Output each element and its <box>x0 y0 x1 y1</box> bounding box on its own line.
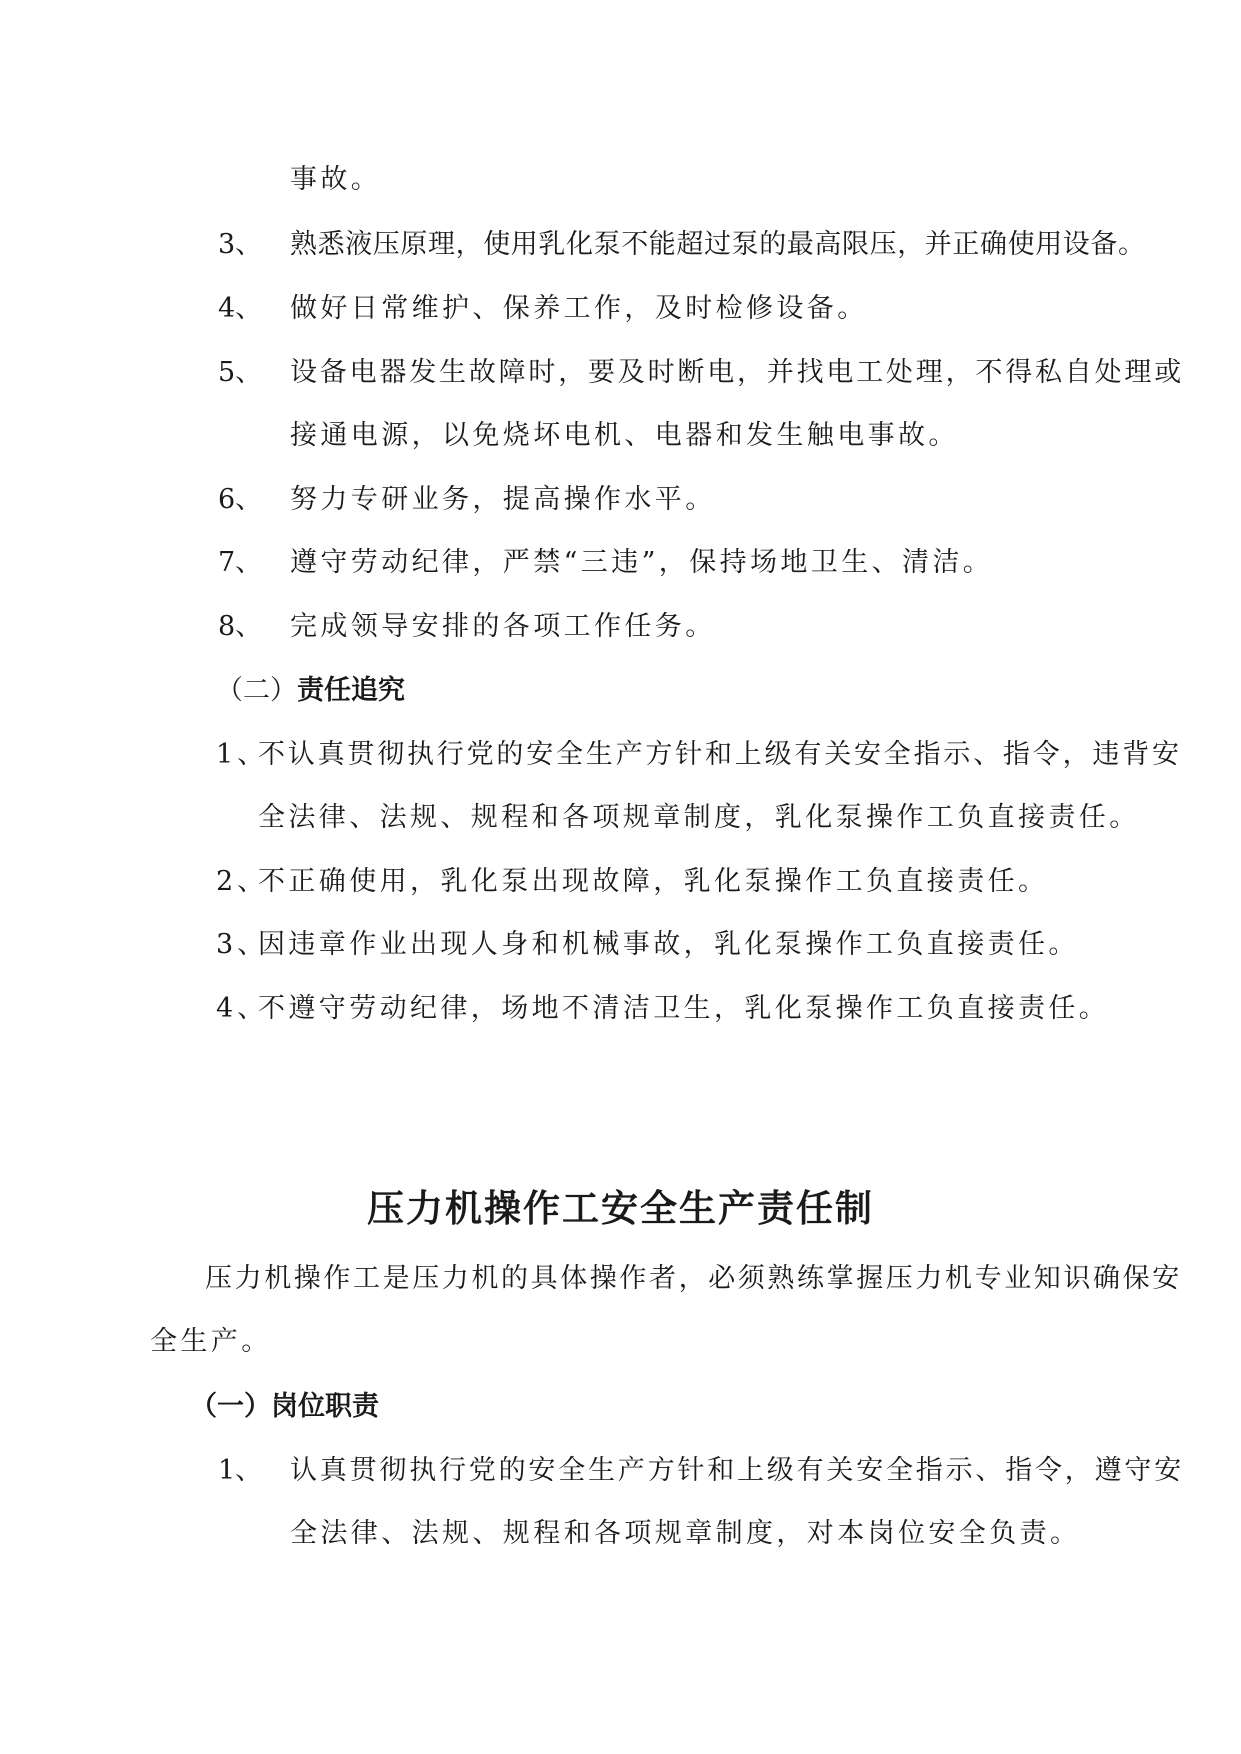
list-item-number: 4、 <box>216 993 269 1024</box>
list-item-text: 努力专研业务，提高操作水平。 <box>290 484 716 515</box>
list-item-number: 2、 <box>216 866 269 897</box>
list-item-number: 3、 <box>216 929 269 960</box>
document-title: 压力机操作工安全生产责任制 <box>367 1187 874 1230</box>
section-heading: （一）岗位职责 <box>190 1391 379 1422</box>
continued-text: 事故。 <box>290 164 382 195</box>
list-item-number: 8、 <box>218 611 263 642</box>
list-item-number: 3、 <box>218 229 263 260</box>
list-item-number: 7、 <box>218 547 263 578</box>
list-item-text: 全法律、法规、规程和各项规章制度，对本岗位安全负责。 <box>290 1518 1081 1549</box>
list-item-text: 做好日常维护、保养工作，及时检修设备。 <box>290 293 868 324</box>
intro-paragraph-line: 压力机操作工是压力机的具体操作者，必须熟练掌握压力机专业知识确保安 <box>205 1263 1182 1294</box>
list-item-text: 不遵守劳动纪律，场地不清洁卫生，乳化泵操作工负直接责任。 <box>258 993 1110 1024</box>
list-item-text: 认真贯彻执行党的安全生产方针和上级有关安全指示、指令，遵守安 <box>290 1455 1184 1486</box>
list-item-text: 遵守劳动纪律，严禁“三违”，保持场地卫生、清洁。 <box>290 547 994 578</box>
list-item-number: 6、 <box>218 484 263 515</box>
list-item-text: 接通电源，以免烧坏电机、电器和发生触电事故。 <box>290 420 959 451</box>
list-item-text: 不正确使用，乳化泵出现故障，乳化泵操作工负直接责任。 <box>258 866 1049 897</box>
list-item-number: 1、 <box>216 739 269 770</box>
section-heading-prefix: （二） <box>216 675 297 706</box>
section-heading <box>216 674 405 708</box>
list-item-number: 4、 <box>218 293 263 324</box>
list-item-text: 熟悉液压原理，使用乳化泵不能超过泵的最高限压，并正确使用设备。 <box>290 229 1146 260</box>
list-item-text: 完成领导安排的各项工作任务。 <box>290 611 716 642</box>
section-heading-text: 责任追究 <box>297 675 405 706</box>
list-item-text: 因违章作业出现人身和机械事故，乳化泵操作工负直接责任。 <box>258 929 1079 960</box>
list-item-number: 1、 <box>218 1455 263 1486</box>
list-item-number: 5、 <box>218 357 263 388</box>
list-item-text: 全法律、法规、规程和各项规章制度，乳化泵操作工负直接责任。 <box>258 802 1140 833</box>
intro-paragraph-line: 全生产。 <box>150 1326 272 1357</box>
list-item-text: 不认真贯彻执行党的安全生产方针和上级有关安全指示、指令，违背安 <box>258 739 1182 770</box>
list-item-text: 设备电器发生故障时，要及时断电，并找电工处理，不得私自处理或 <box>290 357 1184 388</box>
